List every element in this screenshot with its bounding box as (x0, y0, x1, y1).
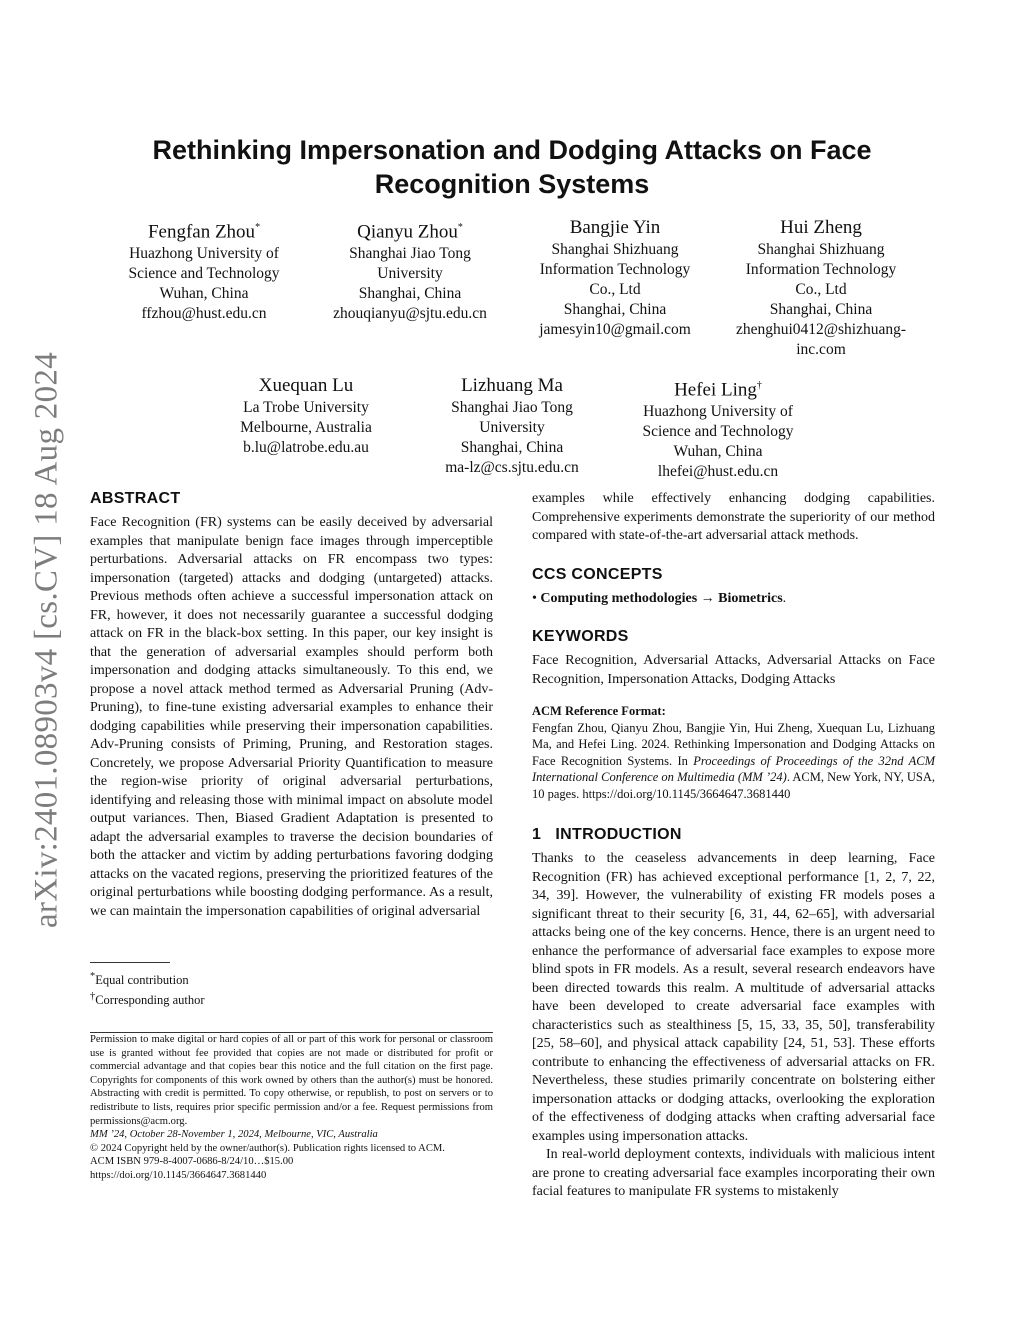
author-affil: University (377, 265, 443, 283)
author-affil: University (479, 419, 545, 436)
author-location: Shanghai, China (460, 439, 564, 456)
ccs-concepts: • Computing methodologies → Biometrics. (532, 590, 787, 606)
footnote-rule (90, 962, 170, 963)
author-affil: Science and Technology (642, 423, 794, 441)
footnote-equal: Equal contribution (95, 973, 189, 988)
author-affil: Huazhong University of (129, 245, 279, 263)
author-email: zhenghui0412@shizhuang- (735, 321, 907, 338)
author-mark: † (756, 380, 762, 391)
author-affil: Huazhong University of (643, 403, 793, 421)
author-location: Melbourne, Australia (240, 419, 372, 436)
abstract-heading: ABSTRACT (90, 490, 181, 507)
introduction-heading: 1 INTRODUCTION (532, 826, 682, 843)
right-column (532, 490, 935, 1202)
author-affil: Shanghai Shizhuang (551, 241, 679, 258)
author-affil: La Trobe University (243, 399, 369, 416)
venue-line: MM ’24, October 28-November 1, 2024, Melbourne, VIC, Australia (90, 1129, 378, 1141)
footnotes: *Equal contribution †Corresponding author (90, 962, 493, 1008)
author-mark: * (255, 222, 261, 233)
author-1 (104, 216, 304, 324)
abstract-text: Face Recognition (FR) systems can be easily deceived by adversarial examples that manipulate benign face images through imperceptible perturbations. Adversarial attacks on FR encompass two types: impersonation (targeted) attacks and dodging (untargeted) attacks. Previous methods often achieve a successful impersonation attack on FR, however, it does not necessarily guarantee a successful dodging attack on FR in the black-box setting. In this paper, our key insight is that the generation of adversarial examples should perform both impersonation and dodging attacks simultaneously. To this end, we propose a novel attack method termed as Adversarial Pruning (Adv-Pruning), to fine-tune existing adversarial examples to enhance their dodging capabilities while preserving their impersonation capabilities. Adv-Pruning consists of Priming, Pruning, and Restoration stages. Concretely, we propose Adversarial Priority Quantification to measure the region-wise priority of original adversarial perturbations, identifying and releasing those with minimal impact on absolute model output variances. Then, Biased Gradient Adaptation is presented to adapt the adversarial examples to traverse the decision boundaries of both the attacker and victim by adding perturbations favoring dodging attacks on the vacated regions, preserving the prioritized features of the original perturbations while boosting dodging performance. As a result, we can maintain the impersonation capabilities of original adversarial (90, 515, 493, 919)
keywords-heading: KEYWORDS (532, 628, 629, 645)
author-2 (310, 216, 510, 324)
author-name: Lizhuang Ma (461, 375, 563, 396)
ccs-concept-text: Computing methodologies → Biometrics (540, 590, 783, 606)
author-location: Wuhan, China (159, 285, 249, 303)
author-email: ffzhou@hust.edu.cn (141, 305, 267, 323)
author-location: Wuhan, China (673, 443, 763, 461)
author-affil: Information Technology (745, 261, 897, 278)
acm-ref-proceedings: Proceedings of Proceedings of the 32nd ACM International Conference on Multimedia (MM ’24) (532, 753, 935, 784)
arxiv-identifier (22, 340, 72, 940)
keywords-text: Face Recognition, Adversarial Attacks, Adversarial Attacks on Face Recognition, Impersonation Attacks, Dodging Attacks (532, 653, 935, 687)
acm-reference (532, 703, 935, 802)
author-mark: * (457, 222, 463, 233)
author-3 (515, 216, 715, 340)
author-affil: Shanghai Jiao Tong (349, 245, 471, 263)
author-affil: Co., Ltd (589, 281, 641, 298)
intro-paragraph-1: Thanks to the ceaseless advancements in deep learning, Face Recognition (FR) has achieved exceptional performance [1, 2, 7, 22, 34, 39]. However, the vulnerability of existing FR models poses a significant threat to their security [6, 31, 44, 62–65], with adversarial attacks being one of the key concerns. Hence, there is an urgent need to enhance the performance of adversarial face examples to expose more blind spots in FR models. As a result, several research endeavors have been directed towards this realm. A multitude of adversarial attacks have been developed to create adversarial face examples with characteristics such as stealthiness [5, 15, 33, 35, 50], transferability [25, 58–60], and physical attack capability [24, 51, 53]. These efforts contribute to enhancing the effectiveness of adversarial attacks on FR. Nevertheless, these studies primarily concentrate on bolstering either impersonation attacks or dodging attacks, overlooking the exploration of the effectiveness of dodging attacks when crafting adversarial face examples using impersonation attacks. (532, 851, 935, 1144)
isbn-line: ACM ISBN 979-8-4007-0686-8/24/10…$15.00 (90, 1156, 294, 1168)
author-name: Hefei Ling (674, 379, 757, 401)
author-name: Qianyu Zhou (357, 221, 458, 243)
author-4 (721, 216, 921, 360)
author-name: Bangjie Yin (569, 217, 661, 238)
arxiv-id-text: arXiv:2401.08903v4 [cs.CV] 18 Aug 2024 (28, 351, 65, 929)
author-name: Xuequan Lu (258, 375, 354, 396)
author-7 (618, 374, 818, 482)
author-name: Fengfan Zhou (147, 221, 256, 243)
doi-line: https://doi.org/10.1145/3664647.3681440 (90, 1169, 267, 1181)
author-affil: Co., Ltd (795, 281, 847, 298)
author-location: Shanghai, China (563, 301, 667, 318)
author-6 (412, 374, 612, 478)
author-email: ma-lz@cs.sjtu.edu.cn (445, 459, 579, 476)
author-email: zhouqianyu@sjtu.edu.cn (333, 305, 487, 323)
author-email: jamesyin10@gmail.com (539, 321, 691, 338)
author-email: lhefei@hust.edu.cn (657, 463, 779, 481)
author-name: Hui Zheng (780, 217, 862, 238)
paper-title: Rethinking Impersonation and Dodging Attacks on Face Recognition Systems (152, 135, 872, 199)
abstract-continued: examples while effectively enhancing dodging capabilities. Comprehensive experiments demonstrate the superiority of our method compared with state-of-the-art adversarial attack methods. (532, 491, 935, 543)
ccs-heading: CCS CONCEPTS (532, 565, 663, 583)
permission-text: Permission to make digital or hard copies of all or part of this work for personal or classroom use is granted without fee provided that copies are not made or distributed for profit or commercial advantage and that copies bear this notice and the full citation on the first page. Copyrights for components of this work owned by others than the author(s) must be honored. Abstracting with credit is permitted. To copy otherwise, or republish, to post on servers or to redistribute to lists, requires prior specific permission and/or a fee. Request permissions from permissions@acm.org. (90, 1034, 493, 1127)
author-location: Shanghai, China (769, 301, 873, 318)
author-affil: Shanghai Jiao Tong (451, 399, 573, 416)
permission-block (90, 1032, 493, 1183)
footnote-corresponding: Corresponding author (95, 992, 205, 1007)
author-affil: Information Technology (539, 261, 691, 278)
copyright-line: © 2024 Copyright held by the owner/author(s). Publication rights licensed to ACM. (90, 1142, 445, 1154)
author-affil: Science and Technology (128, 265, 280, 283)
left-column (90, 488, 493, 921)
author-5 (206, 374, 406, 458)
intro-paragraph-2: In real-world deployment contexts, individuals with malicious intent are prone to creating adversarial face examples incorporating their own facial features to manipulate FR systems to mistakenly (532, 1147, 935, 1199)
acm-ref-heading: ACM Reference Format: (532, 704, 666, 718)
author-email: inc.com (796, 341, 846, 358)
acm-ref-tail: . ACM, New York, NY, USA, 10 pages. https://doi.org/10.1145/3664647.3681440 (532, 770, 935, 801)
acm-ref-text: Fengfan Zhou, Qianyu Zhou, Bangjie Yin, Hui Zheng, Xuequan Lu, Lizhuang Ma, and Hefei Ling. 2024. Rethinking Impersonation and Dodging Attacks on Face Recognition Systems. In (532, 720, 935, 768)
author-email: b.lu@latrobe.edu.au (243, 439, 369, 456)
author-location: Shanghai, China (358, 285, 462, 303)
author-affil: Shanghai Shizhuang (757, 241, 885, 258)
